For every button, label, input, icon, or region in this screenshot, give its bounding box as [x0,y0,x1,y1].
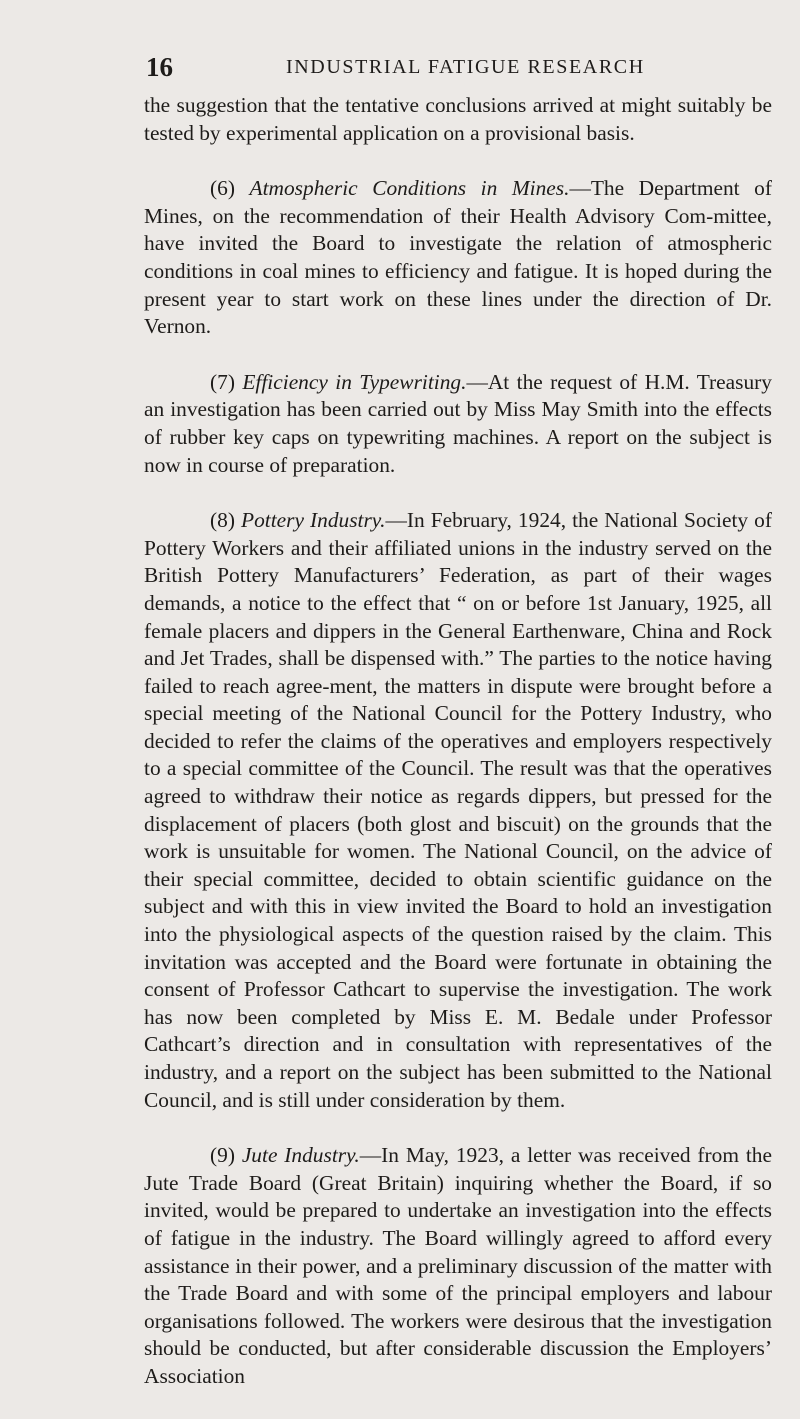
paragraph-text: —The Department of Mines, on the recommendation of their Health Advisory Com-mittee, have invited the Board to investigate the relation of atmospheric conditions in coal mines to efficiency and fatigue. It is hoped during the present year to start work on these lines under the direction of Dr. Vernon. [144,176,772,339]
paragraph-atmospheric-conditions [144,175,772,341]
paragraph-text: —In February, 1924, the National Society of Pottery Workers and their affiliated unions in the industry served on the British Pottery Manufacturers’ Federation, as part of their wages demands, a notice to the effect that “ on or before 1st January, 1925, all female placers and dippers in the General Earthenware, China and Rock and Jet Trades, shall be dispensed with.” The parties to the notice having failed to reach agree-ment, the matters in dispute were brought before a special meeting of the National Council for the Pottery Industry, who decided to refer the claims of the operatives and employers respectively to a special committee of the Council. The result was that the operatives agreed to withdraw their notice as regards dippers, but pressed for the displacement of placers (both glost and biscuit) on the grounds that the work is unsuitable for women. The National Council, on the advice of their special committee, decided to obtain scientific guidance on the subject and with this in view invited the Board to hold an investigation into the physiological aspects of the question raised by the claim. This invitation was accepted and the Board were fortunate in obtaining the consent of Professor Cathcart to supervise the investigation. The work has now been completed by Miss E. M. Bedale under Professor Cathcart’s direction and in consultation with representatives of the industry, and a report on the subject has been submitted to the National Council, and is still under consideration by them. [144,508,772,1112]
section-number: (7) [210,369,235,394]
paragraph-jute-industry [144,1142,772,1390]
body-text [144,92,772,1419]
paragraph-text: the suggestion that the tentative conclusions arrived at might suitably be tested by experimental application on a provisional basis. [144,93,772,145]
page-header [146,52,772,88]
section-heading: Pottery Industry. [241,508,386,533]
running-title: INDUSTRIAL FATIGUE RESEARCH [286,56,645,78]
paragraph-pottery-industry [144,507,772,1114]
paragraph-continuation [144,92,772,147]
paragraph-text: —At the request of H.M. Treasury an investigation has been carried out by Miss May Smith into the effects of rubber key caps on typewriting machines. A report on the subject is now in course of preparation. [144,369,773,477]
section-number: (8) [210,508,235,533]
section-heading: Atmospheric Conditions in Mines. [249,176,570,201]
page-number: 16 [146,52,173,82]
section-heading: Jute Industry. [241,1143,360,1168]
section-number: (6) [210,176,235,201]
paragraph-text: —In May, 1923, a letter was received from the Jute Trade Board (Great Britain) inquiring whether the Board, if so invited, would be prepared to undertake an investigation into the effects of fatigue in the industry. The Board willingly agreed to afford every assistance in their power, and a preliminary discussion of the matter with the Trade Board and with some of the principal employers and labour organisations followed. The workers were desirous that the investigation should be conducted, but after considerable discussion the Employers’ Association [144,1143,772,1388]
paragraph-typewriting [144,369,772,479]
section-number: (9) [210,1143,235,1168]
section-heading: Efficiency in Typewriting. [242,369,467,394]
